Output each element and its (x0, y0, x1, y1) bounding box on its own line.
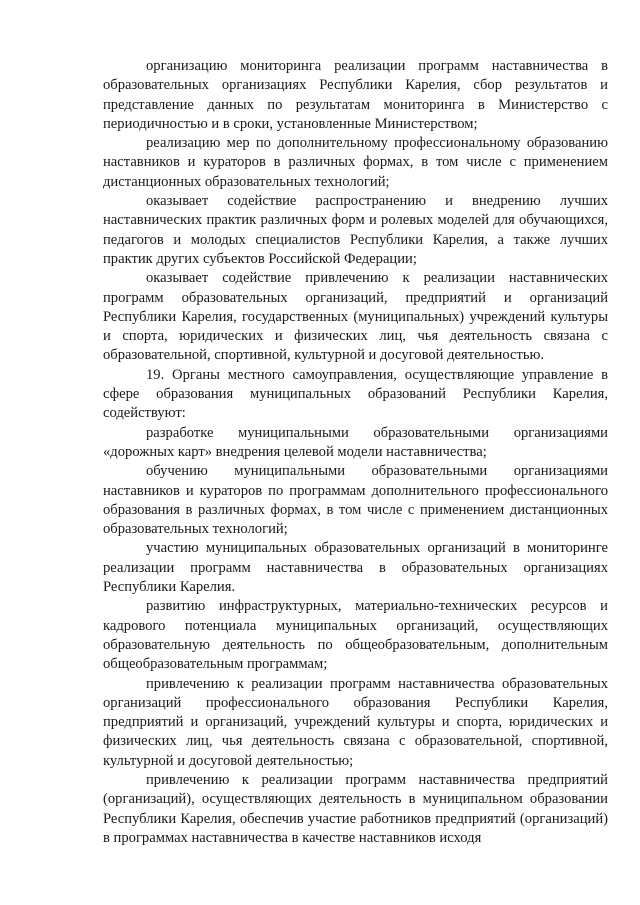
paragraph-enterprises: привлечению к реализации программ наставничества предприятий (организаций), осуществляющих деятельность в муниципальном образовании Республики Карелия, обеспечив участие работников предприятий (организаций) в программах наставничества в качестве наставников исходя (103, 771, 608, 846)
paragraph-professional-education: реализацию мер по дополнительному профессиональному образованию наставников и кураторов в различных формах, в том числе с применением дистанционных образовательных технологий; (103, 135, 608, 190)
paragraph-monitoring: организацию мониторинга реализации программ наставничества в образовательных организациях Республики Карелия, сбор результатов и представление данных по результатам мониторинга в Министерство с периодичностью и в сроки, установленные Министерством; (103, 58, 608, 132)
paragraph-best-practices: оказывает содействие распространению и внедрению лучших наставнических практик различных форм и ролевых моделей для обучающихся, педагогов и молодых специалистов Республики Карелия, а также лучших практик других субъектов Российской Федерации; (103, 193, 608, 267)
paragraph-professional-organizations: привлечению к реализации программ наставничества образовательных организаций профессионального образования Республики Карелия, предприятий и организаций, учреждений культуры и спорта, юридических и физических лиц, чья деятельность связана с образовательной, спортивной, культурной и досуговой деятельностью; (103, 675, 608, 769)
paragraph-attraction: оказывает содействие привлечению к реализации наставнических программ образовательных организаций, предприятий и организаций Республики Карелия, государственных (муниципальных) учреждений культуры и спорта, юридических и физических лиц, чья деятельность связана с образовательной, спортивной, культурной и досуговой деятельностью. (103, 270, 608, 364)
document-body (103, 57, 608, 848)
paragraph-infrastructure: развитию инфраструктурных, материально-технических ресурсов и кадрового потенциала муниципальных организаций, осуществляющих образовательную деятельность по общеобразовательным, дополнительным общеобразовательным программам; (103, 598, 608, 673)
paragraph-monitoring-participation: участию муниципальных образовательных организаций в мониторинге реализации программ наставничества в образовательных организациях Республики Карелия. (103, 540, 608, 596)
paragraph-roadmaps: разработке муниципальными образовательными организациями «дорожных карт» внедрения целевой модели наставничества; (103, 424, 608, 460)
paragraph-item-19: 19. Органы местного самоуправления, осуществляющие управление в сфере образования муниципальных образований Республики Карелия, содействуют: (103, 366, 608, 422)
paragraph-training: обучению муниципальными образовательными организациями наставников и кураторов по программам дополнительного профессионального образования в различных формах, в том числе с применением дистанционных образовательных технологий; (103, 463, 608, 538)
